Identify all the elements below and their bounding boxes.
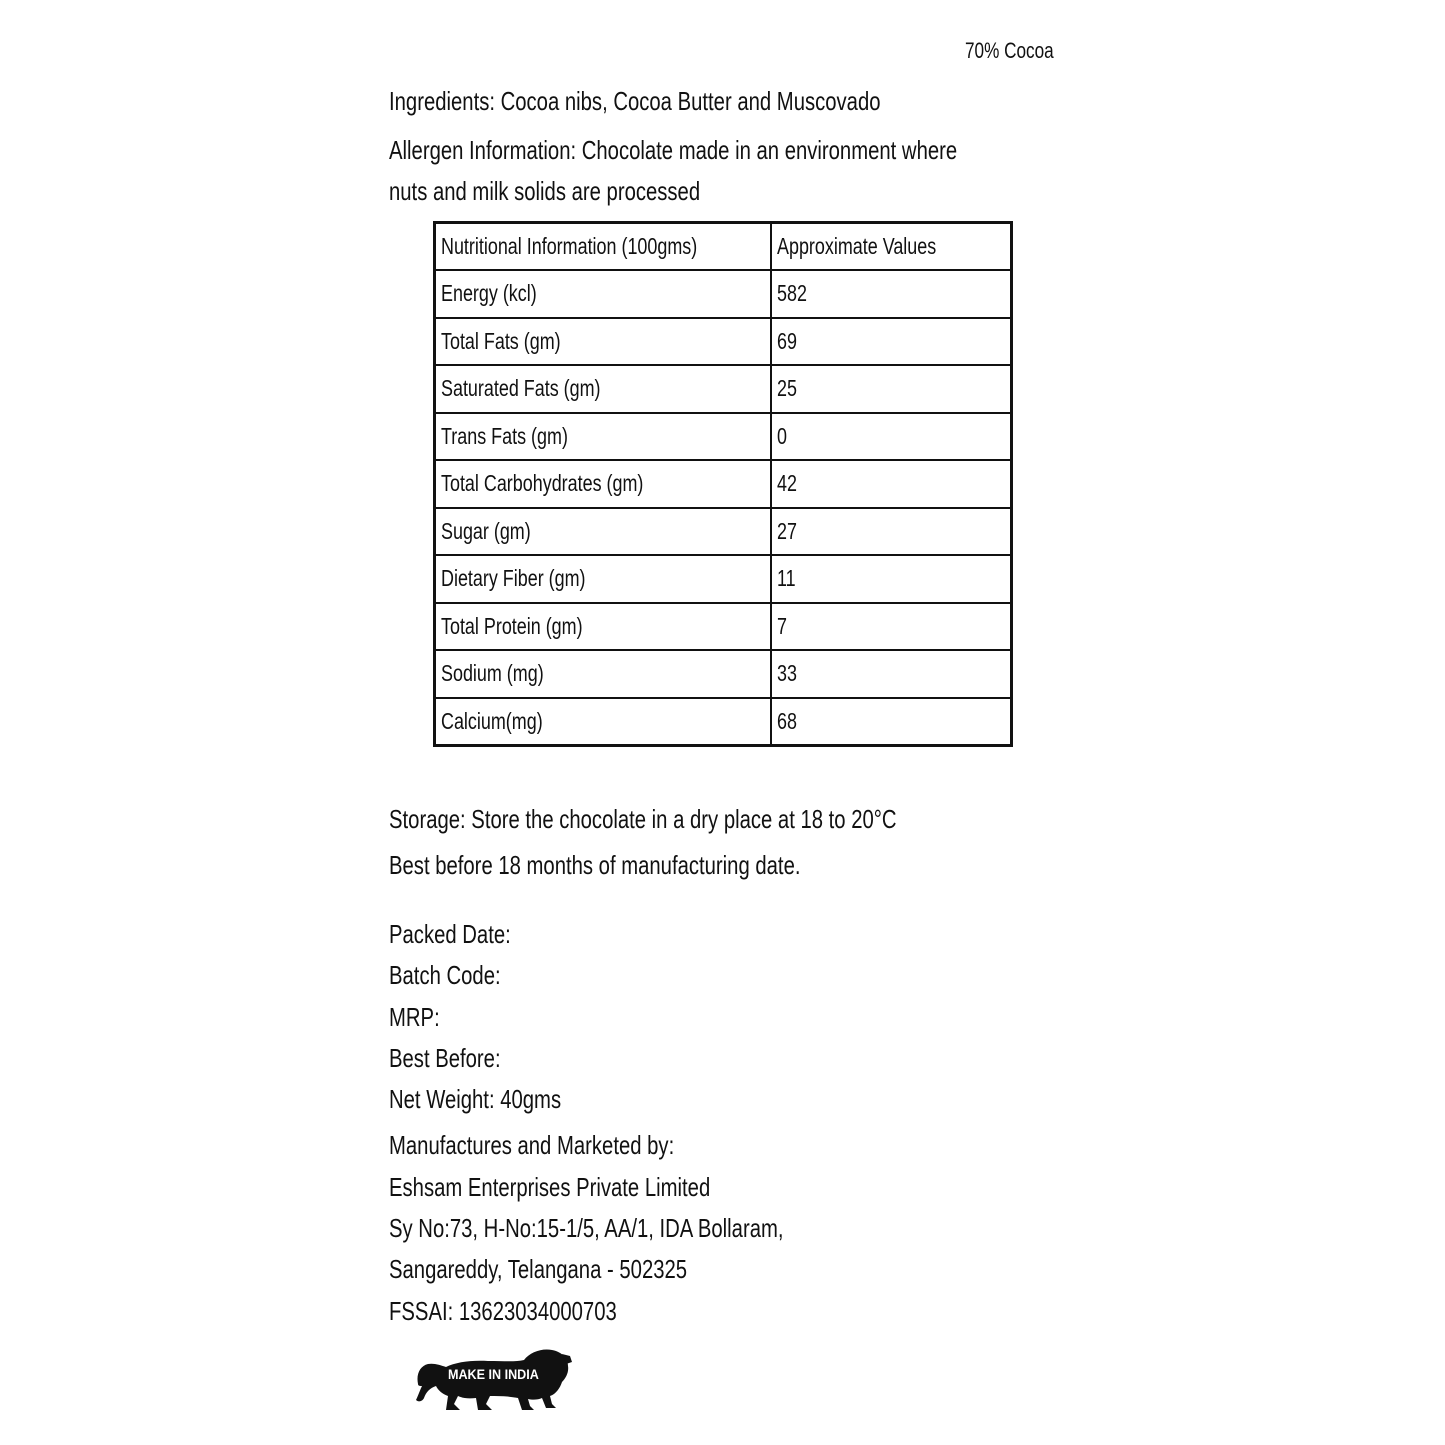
best-before-note: Best before 18 months of manufacturing date. bbox=[389, 850, 801, 880]
allergen-info-line-2: nuts and milk solids are processed bbox=[389, 176, 701, 206]
nutrient-value: 11 bbox=[771, 555, 1012, 603]
manufacturer-company: Eshsam Enterprises Private Limited bbox=[389, 1172, 711, 1202]
ingredients: Ingredients: Cocoa nibs, Cocoa Butter and Muscovado bbox=[389, 86, 881, 116]
nutrient-name: Sodium (mg) bbox=[435, 650, 771, 698]
nutrient-name: Total Fats (gm) bbox=[435, 318, 771, 366]
table-row bbox=[435, 413, 1012, 461]
nutrient-value: 42 bbox=[771, 460, 1012, 508]
nutrient-value: 25 bbox=[771, 365, 1012, 413]
table-row bbox=[435, 555, 1012, 603]
make-in-india-lion-icon bbox=[412, 1344, 577, 1416]
manufacturer-heading: Manufactures and Marketed by: bbox=[389, 1130, 675, 1160]
batch-code: Batch Code: bbox=[389, 960, 501, 990]
packed-date: Packed Date: bbox=[389, 919, 511, 949]
nutrient-name: Total Carbohydrates (gm) bbox=[435, 460, 771, 508]
nutrient-value: 69 bbox=[771, 318, 1012, 366]
nutrient-value: 68 bbox=[771, 698, 1012, 746]
cocoa-percentage: 70% Cocoa bbox=[965, 38, 1054, 63]
net-weight: Net Weight: 40gms bbox=[389, 1084, 562, 1114]
table-row bbox=[435, 650, 1012, 698]
nutrient-value: 33 bbox=[771, 650, 1012, 698]
logo-text: MAKE IN INDIA bbox=[448, 1366, 539, 1383]
nutrient-name: Dietary Fiber (gm) bbox=[435, 555, 771, 603]
table-row bbox=[435, 270, 1012, 318]
nutrient-name: Energy (kcl) bbox=[435, 270, 771, 318]
nutrient-name: Trans Fats (gm) bbox=[435, 413, 771, 461]
table-header-row bbox=[435, 223, 1012, 271]
best-before: Best Before: bbox=[389, 1043, 501, 1073]
table-row bbox=[435, 365, 1012, 413]
nutrient-value: 27 bbox=[771, 508, 1012, 556]
table-row bbox=[435, 460, 1012, 508]
nutrient-value: 7 bbox=[771, 603, 1012, 651]
mrp: MRP: bbox=[389, 1002, 440, 1032]
nutrient-value: 582 bbox=[771, 270, 1012, 318]
make-in-india-logo bbox=[412, 1344, 577, 1416]
nutrient-name: Total Protein (gm) bbox=[435, 603, 771, 651]
nutrient-name: Sugar (gm) bbox=[435, 508, 771, 556]
header-value: Approximate Values bbox=[771, 223, 1012, 271]
fssai-number: FSSAI: 13623034000703 bbox=[389, 1296, 617, 1326]
storage-info: Storage: Store the chocolate in a dry place at 18 to 20°C bbox=[389, 804, 897, 834]
nutrient-value: 0 bbox=[771, 413, 1012, 461]
nutrient-name: Saturated Fats (gm) bbox=[435, 365, 771, 413]
table-row bbox=[435, 318, 1012, 366]
nutrition-table bbox=[433, 221, 1013, 747]
manufacturer-address-line-2: Sangareddy, Telangana - 502325 bbox=[389, 1254, 688, 1284]
allergen-info-line-1: Allergen Information: Chocolate made in an environment where bbox=[389, 135, 958, 165]
manufacturer-address-line-1: Sy No:73, H-No:15-1/5, AA/1, IDA Bollaram, bbox=[389, 1213, 784, 1243]
table-row bbox=[435, 508, 1012, 556]
header-nutrient: Nutritional Information (100gms) bbox=[435, 223, 771, 271]
table-row bbox=[435, 603, 1012, 651]
table-row bbox=[435, 698, 1012, 746]
nutrient-name: Calcium(mg) bbox=[435, 698, 771, 746]
